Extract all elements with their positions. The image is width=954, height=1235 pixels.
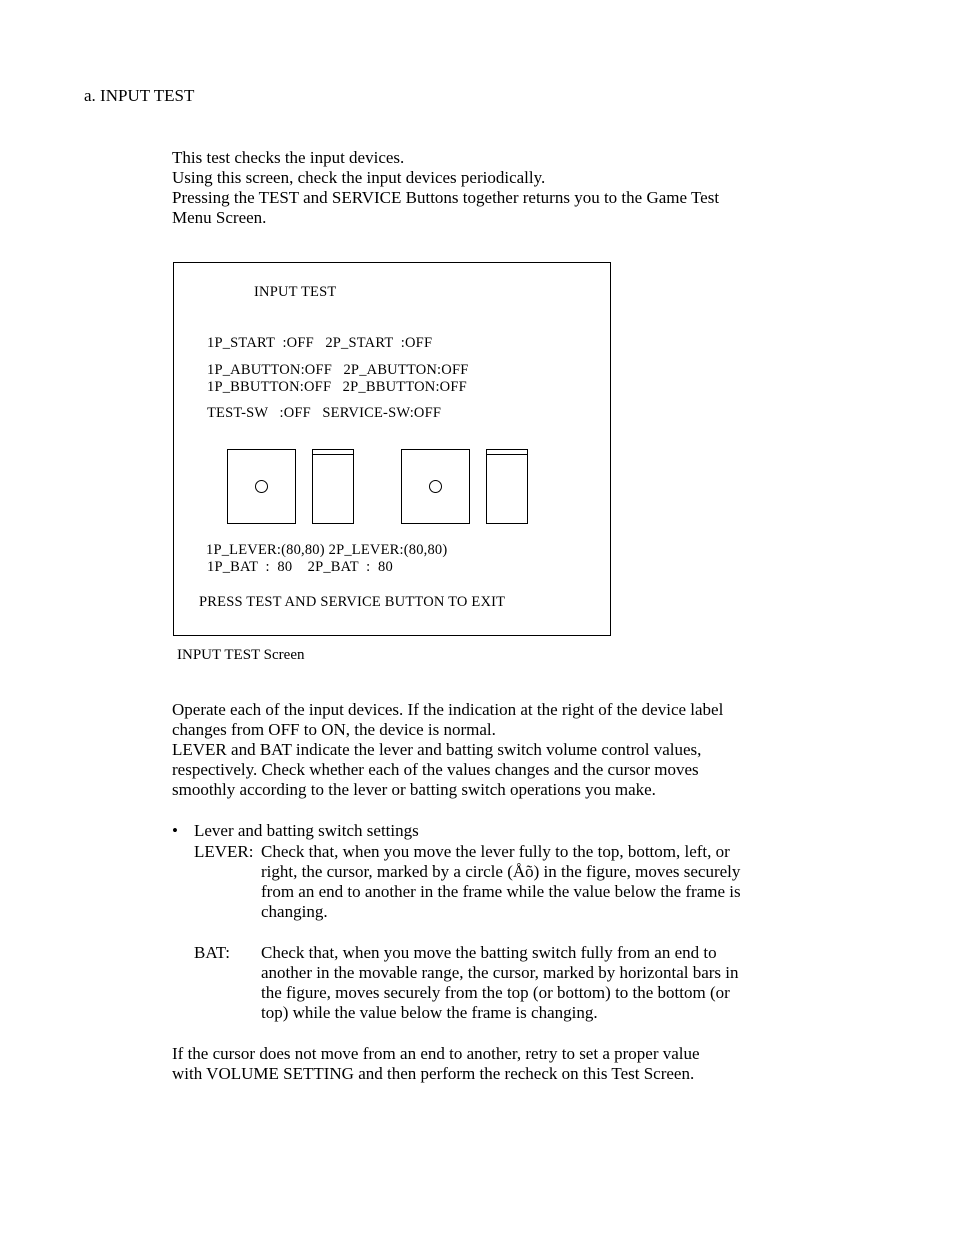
lever-desc-line: from an end to another in the frame while the value below the frame is (261, 882, 741, 901)
bat-desc-line: the figure, moves securely from the top (or bottom) to the bottom (or (261, 983, 730, 1002)
operate-line: Operate each of the input devices. If the indication at the right of the device label (172, 700, 724, 719)
abutton-status-line: 1P_ABUTTON:OFF 2P_ABUTTON:OFF (207, 362, 469, 378)
lever-description (261, 842, 741, 922)
bullet-title: Lever and batting switch settings (194, 821, 419, 840)
lever-cursor-circle-icon (255, 480, 268, 493)
screen-title: INPUT TEST (254, 284, 337, 300)
bat-desc-line: Check that, when you move the batting switch fully from an end to (261, 943, 717, 962)
intro-line: Using this screen, check the input devices periodically. (172, 168, 546, 187)
lever-desc-line: right, the cursor, marked by a circle (Åõ) in the figure, moves securely (261, 862, 741, 881)
lever-frame-1p (227, 449, 296, 524)
operate-line: LEVER and BAT indicate the lever and batting switch volume control values, (172, 740, 702, 759)
bat-frame-1p (312, 449, 354, 524)
operate-paragraph (172, 700, 723, 800)
switch-status-line: TEST-SW :OFF SERVICE-SW:OFF (207, 405, 442, 421)
bullet-marker: • (172, 821, 178, 840)
figure-caption: INPUT TEST Screen (177, 647, 305, 663)
lever-value-line: 1P_LEVER:(80,80) 2P_LEVER:(80,80) (206, 542, 448, 558)
bat-value-line: 1P_BAT : 80 2P_BAT : 80 (207, 559, 393, 575)
lever-desc-line: Check that, when you move the lever fully to the top, bottom, left, or (261, 842, 730, 861)
closing-line: with VOLUME SETTING and then perform the recheck on this Test Screen. (172, 1064, 695, 1083)
bat-term: BAT: (194, 943, 230, 962)
bat-cursor-bar (487, 454, 527, 455)
lever-cursor-circle-icon (429, 480, 442, 493)
intro-line: This test checks the input devices. (172, 148, 405, 167)
input-test-screen-figure (173, 262, 611, 636)
bat-description (261, 943, 739, 1023)
closing-paragraph (172, 1044, 700, 1084)
bat-desc-line: another in the movable range, the cursor, marked by horizontal bars in (261, 963, 739, 982)
lever-frame-2p (401, 449, 470, 524)
intro-line: Pressing the TEST and SERVICE Buttons together returns you to the Game Test (172, 188, 720, 207)
bat-cursor-bar (313, 454, 353, 455)
bat-frame-2p (486, 449, 528, 524)
operate-line: changes from OFF to ON, the device is normal. (172, 720, 496, 739)
lever-desc-line: changing. (261, 902, 328, 921)
exit-instruction-line: PRESS TEST AND SERVICE BUTTON TO EXIT (199, 594, 506, 610)
bbutton-status-line: 1P_BBUTTON:OFF 2P_BBUTTON:OFF (207, 379, 467, 395)
operate-line: respectively. Check whether each of the values changes and the cursor moves (172, 760, 699, 779)
operate-line: smoothly according to the lever or batting switch operations you make. (172, 780, 656, 799)
lever-term: LEVER: (194, 842, 254, 861)
start-status-line: 1P_START :OFF 2P_START :OFF (207, 335, 433, 351)
intro-line: Menu Screen. (172, 208, 267, 227)
bat-desc-line: top) while the value below the frame is changing. (261, 1003, 598, 1022)
closing-line: If the cursor does not move from an end to another, retry to set a proper value (172, 1044, 700, 1063)
intro-paragraph (172, 148, 719, 228)
section-heading: a. INPUT TEST (84, 86, 195, 105)
